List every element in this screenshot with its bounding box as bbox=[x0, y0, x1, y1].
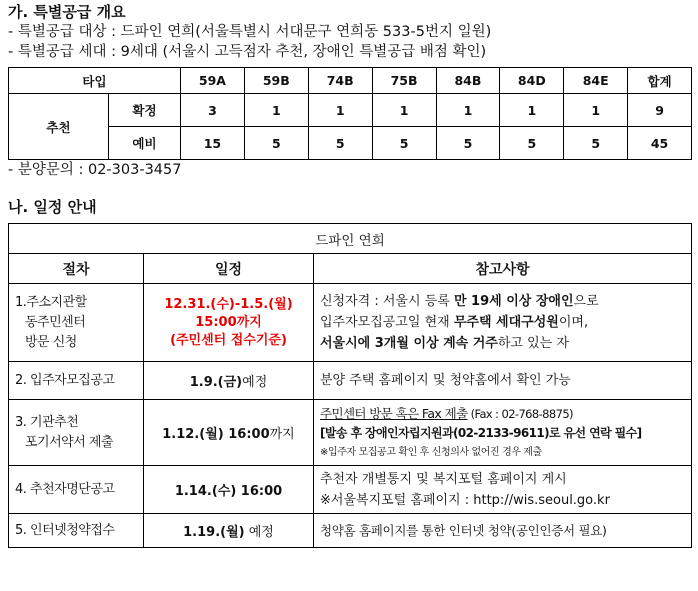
type-header: 84B bbox=[436, 68, 500, 94]
note-text: 주민센터 방문 혹은 Fax 제출 bbox=[320, 405, 468, 421]
table-row bbox=[9, 362, 692, 400]
schedule-header-row bbox=[9, 254, 692, 284]
note-cell bbox=[314, 400, 692, 466]
note-text: 하고 있는 자 bbox=[497, 336, 569, 351]
table-cell: 5 bbox=[500, 127, 564, 160]
supply-table-header bbox=[9, 68, 692, 94]
table-cell: 3 bbox=[181, 94, 245, 127]
step-line: 방문 신청 bbox=[25, 334, 77, 350]
type-header: 59B bbox=[244, 68, 308, 94]
inquiry-line: - 분양문의 : 02-303-3457 bbox=[8, 162, 182, 178]
table-row bbox=[9, 514, 692, 548]
note-header: 참고사항 bbox=[314, 254, 692, 284]
supply-target: - 특별공급 대상 : 드파인 연희(서울특별시 서대문구 연희동 533-5번지 일원) bbox=[8, 24, 492, 40]
recommend-label: 추천 bbox=[9, 94, 109, 160]
schedule-cell bbox=[144, 362, 314, 400]
schedule-table-title: 드파인 연희 bbox=[9, 224, 692, 254]
table-cell: 1 bbox=[564, 94, 628, 127]
schedule-cell bbox=[144, 400, 314, 466]
note-cell: 청약홈 홈페이지를 통한 인터넷 청약(공인인증서 필요) bbox=[314, 514, 692, 548]
step-line: 포기서약서 제출 bbox=[25, 434, 114, 450]
supply-table bbox=[8, 67, 692, 160]
schedule-cell: 1.14.(수) 16:00 bbox=[144, 466, 314, 514]
step-header: 절차 bbox=[9, 254, 144, 284]
step-line: 동주민센터 bbox=[25, 314, 86, 330]
note-text: 으로 bbox=[573, 294, 599, 309]
step-line: 3. 기관추천 bbox=[15, 414, 79, 430]
type-header: 74B bbox=[308, 68, 372, 94]
row-label: 예비 bbox=[109, 127, 181, 160]
note-emphasis: 무주택 세대구성원 bbox=[453, 315, 559, 330]
table-cell: 5 bbox=[244, 127, 308, 160]
note-cell bbox=[314, 284, 692, 362]
type-header: 59A bbox=[181, 68, 245, 94]
total-cell: 45 bbox=[628, 127, 692, 160]
table-cell: 1 bbox=[500, 94, 564, 127]
table-cell: 5 bbox=[564, 127, 628, 160]
note-emphasis: [발송 후 장애인자립지원과(02-2133-9611)로 유선 연락 필수] bbox=[320, 425, 642, 440]
schedule-suffix: 예정 bbox=[242, 375, 268, 390]
table-row bbox=[9, 400, 692, 466]
step-cell bbox=[9, 400, 144, 466]
note-cell: 분양 주택 홈페이지 및 청약홈에서 확인 가능 bbox=[314, 362, 692, 400]
schedule-time: 15:00까지 bbox=[195, 314, 262, 330]
table-cell: 5 bbox=[372, 127, 436, 160]
row-label: 확정 bbox=[109, 94, 181, 127]
table-cell: 5 bbox=[436, 127, 500, 160]
table-cell: 1 bbox=[436, 94, 500, 127]
note-footnote: ※입주자 모집공고 확인 후 신청의사 없어진 경우 제출 bbox=[320, 446, 542, 458]
table-cell: 5 bbox=[308, 127, 372, 160]
table-cell: 1 bbox=[372, 94, 436, 127]
note-emphasis: 서울시에 3개월 이상 계속 거주 bbox=[320, 336, 498, 351]
step-line: 1.주소지관할 bbox=[15, 294, 87, 310]
schedule-basis: (주민센터 접수기준) bbox=[170, 332, 287, 348]
note-text: 추천자 개별통지 및 복지포털 홈페이지 게시 bbox=[320, 471, 567, 487]
note-fax: (Fax : 02-768-8875) bbox=[467, 406, 573, 421]
schedule-date: 1.9.(금) bbox=[189, 375, 243, 390]
type-header: 75B bbox=[372, 68, 436, 94]
schedule-date: 12.31.(수)-1.5.(월) bbox=[164, 296, 293, 312]
document bbox=[8, 2, 692, 548]
type-header: 84D bbox=[500, 68, 564, 94]
step-cell bbox=[9, 284, 144, 362]
table-cell: 1 bbox=[244, 94, 308, 127]
note-text: 신청자격 : 서울시 등록 bbox=[320, 294, 454, 309]
note-emphasis: 만 19세 이상 장애인 bbox=[453, 294, 574, 309]
table-row bbox=[9, 466, 692, 514]
type-header: 84E bbox=[564, 68, 628, 94]
supply-households: - 특별공급 세대 : 9세대 (서울시 고득점자 추천, 장애인 특별공급 배점 확인) bbox=[8, 44, 487, 60]
section-b-title: 나. 일정 안내 bbox=[8, 198, 97, 216]
schedule-date: 1.19.(월) bbox=[183, 525, 245, 540]
note-text: 이며, bbox=[558, 315, 589, 330]
table-cell: 1 bbox=[308, 94, 372, 127]
total-cell: 9 bbox=[628, 94, 692, 127]
table-row bbox=[9, 127, 692, 160]
step-cell: 4. 추천자명단공고 bbox=[9, 466, 144, 514]
schedule-suffix: 까지 bbox=[269, 427, 295, 442]
section-a-title: 가. 특별공급 개요 bbox=[8, 3, 126, 21]
table-cell: 15 bbox=[181, 127, 245, 160]
type-label: 타입 bbox=[9, 68, 181, 94]
step-cell: 2. 입주자모집공고 bbox=[9, 362, 144, 400]
note-text: 입주자모집공고일 현재 bbox=[320, 315, 454, 330]
table-row bbox=[9, 94, 692, 127]
schedule-header: 일정 bbox=[144, 254, 314, 284]
note-text: ※서울복지포털 홈페이지 : http://wis.seoul.go.kr bbox=[320, 492, 610, 508]
schedule-title-row bbox=[9, 224, 692, 254]
schedule-cell bbox=[144, 514, 314, 548]
schedule-suffix: 예정 bbox=[244, 525, 274, 540]
note-cell bbox=[314, 466, 692, 514]
step-cell: 5. 인터넷청약접수 bbox=[9, 514, 144, 548]
total-header: 합계 bbox=[628, 68, 692, 94]
schedule-table bbox=[8, 223, 692, 548]
schedule-cell bbox=[144, 284, 314, 362]
table-row bbox=[9, 284, 692, 362]
schedule-date: 1.12.(월) 16:00 bbox=[162, 427, 270, 442]
